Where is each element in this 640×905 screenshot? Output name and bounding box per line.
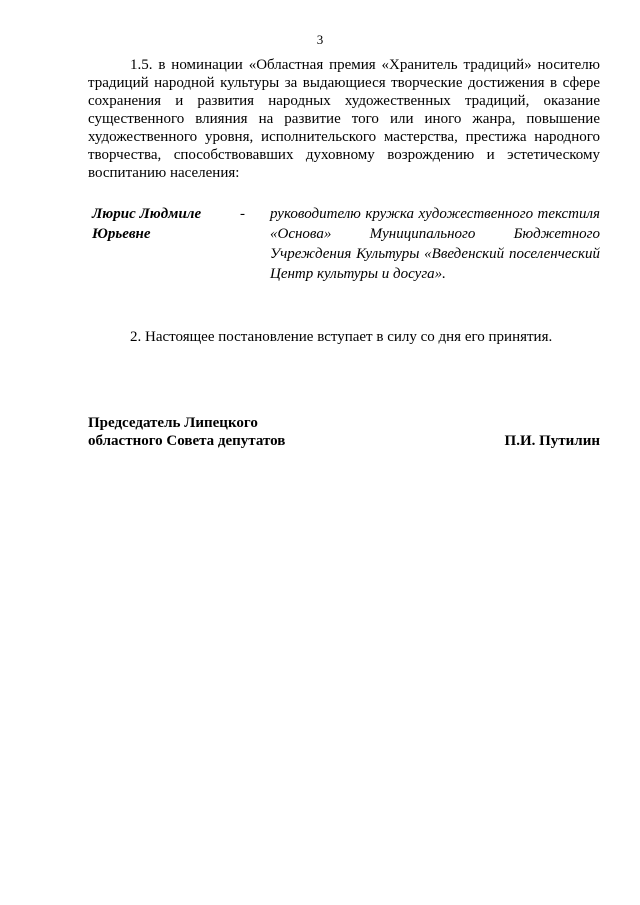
paragraph-1-5: 1.5. в номинации «Областная премия «Хранитель традиций» носителю традиций народной культуры за выдающиеся творческие достижения в сфере сохранения и развития народных художественных традиций, оказание существенного влияния на развитие того или иного жанра, повышение художественного уровня, исполнительского мастерства, престижа народного творчества, способствовавших духовному возрождению и эстетическому воспитанию населения: [88,57,600,181]
signature-block [88,414,600,450]
signature-name: П.И. Путилин [504,433,600,449]
page-number: 3 [316,32,324,47]
award-recipient-name: Люрис Людмиле Юрьевне [92,206,202,242]
signature-title-line-1: Председатель Липецкого [88,415,258,431]
award-description: руководителю кружка художественного текстиля «Основа» Муниципального Бюджетного Учреждения Культуры «Введенский поселенческий Центр культуры и досуга». [270,206,600,282]
signature-line-2 [88,432,600,450]
signature-title-line-2: областного Совета депутатов [88,433,286,449]
paragraph-2: 2. Настоящее постановление вступает в силу со дня его принятия. [130,329,553,345]
award-entry [92,204,600,284]
award-dash: - [240,206,245,222]
